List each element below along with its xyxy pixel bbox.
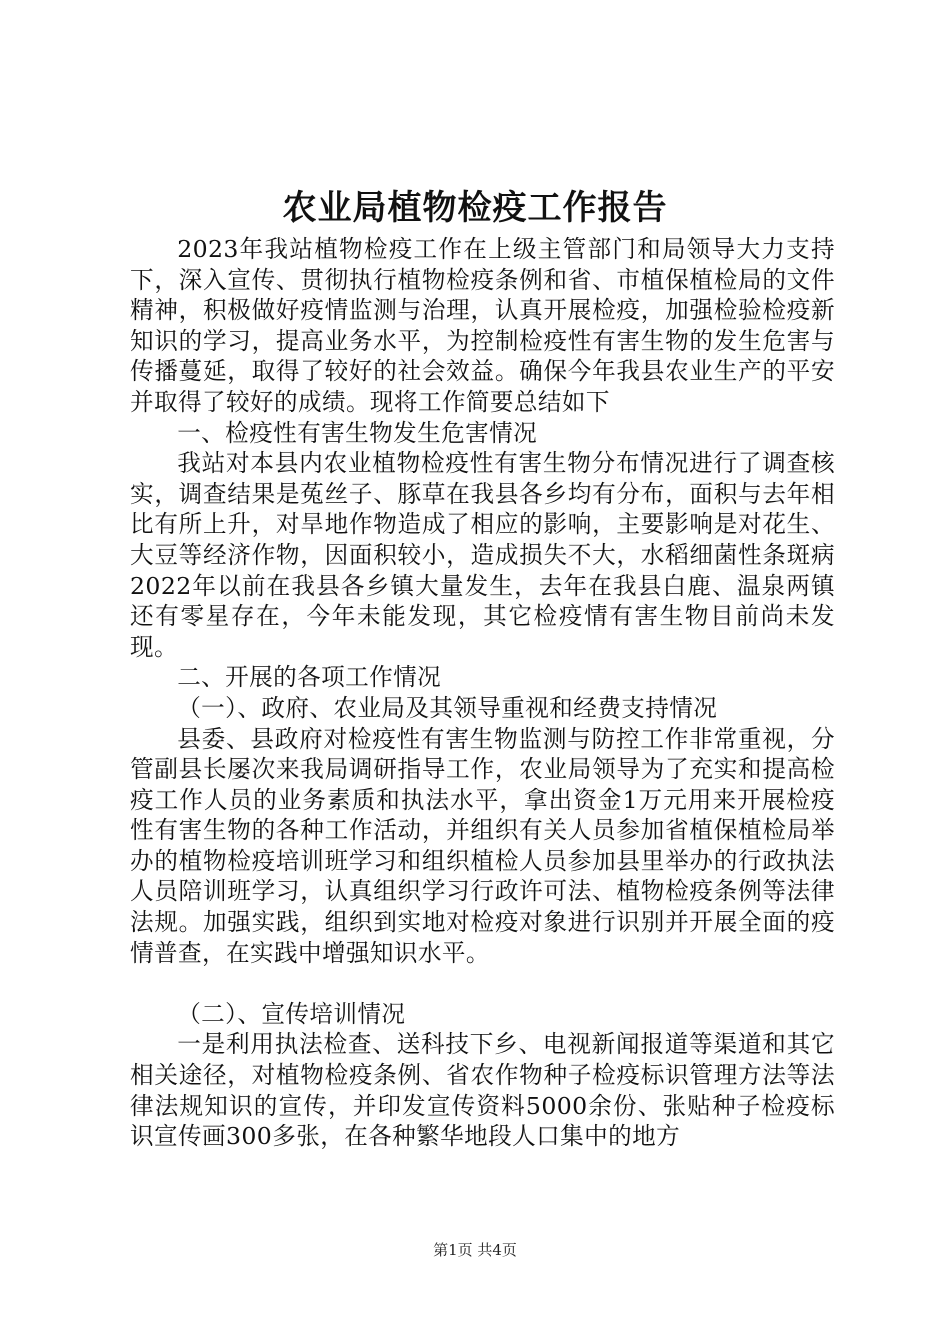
document-title: 农业局植物检疫工作报告 <box>282 188 668 228</box>
document-body <box>130 234 835 1152</box>
paragraph-intro: 2023年我站植物检疫工作在上级主管部门和局领导大力支持下，深入宣传、贯彻执行植物检疫条例和省、市植保植检局的文件精神，积极做好疫情监测与治理，认真开展检疫，加强检验检疫新知识的学习，提高业务水平，为控制检疫性有害生物的发生危害与传播蔓延，取得了较好的社会效益。确保今年我县农业生产的平安并取得了较好的成绩。现将工作简要总结如下 <box>130 235 835 416</box>
section-heading-1: 一、检疫性有害生物发生危害情况 <box>177 418 538 447</box>
section-heading-2: 二、开展的各项工作情况 <box>177 663 442 692</box>
page-number-footer: 第1页 共4页 <box>433 1241 517 1259</box>
subsection-heading-1: （一）、政府、农业局及其领导重视和经费支持情况 <box>177 693 718 722</box>
paragraph-government-support: 县委、县政府对检疫性有害生物监测与防控工作非常重视，分管副县长屡次来我局调研指导工作，农业局领导为了充实和提高检疫工作人员的业务素质和执法水平，拿出资金1万元用来开展检疫性有害生物的各种工作活动，并组织有关人员参加省植保植检局举办的植物检疫培训班学习和组织植检人员参加县里举办的行政执法人员陪训班学习，认真组织学习行政许可法、植物检疫条例等法律法规。加强实践，组织到实地对检疫对象进行识别并开展全面的疫情普查，在实践中增强知识水平。 <box>130 724 835 967</box>
paragraph-pest-survey: 我站对本县内农业植物检疫性有害生物分布情况进行了调查核实，调查结果是菟丝子、豚草在我县各乡均有分布，面积与去年相比有所上升，对旱地作物造成了相应的影响，主要影响是对花生、大豆等经济作物，因面积较小，造成损失不大，水稻细菌性条斑病2022年以前在我县各乡镇大量发生，去年在我县白鹿、温泉两镇还有零星存在，今年未能发现，其它检疫情有害生物目前尚未发现。 <box>130 449 835 661</box>
subsection-heading-2: （二）、宣传培训情况 <box>177 999 406 1028</box>
paragraph-publicity-training: 一是利用执法检查、送科技下乡、电视新闻报道等渠道和其它相关途径，对植物检疫条例、省农作物种子检疫标识管理方法等法律法规知识的宣传，并印发宣传资料5000余份、张贴种子检疫标识宣传画300多张，在各种繁华地段人口集中的地方 <box>130 1030 835 1151</box>
